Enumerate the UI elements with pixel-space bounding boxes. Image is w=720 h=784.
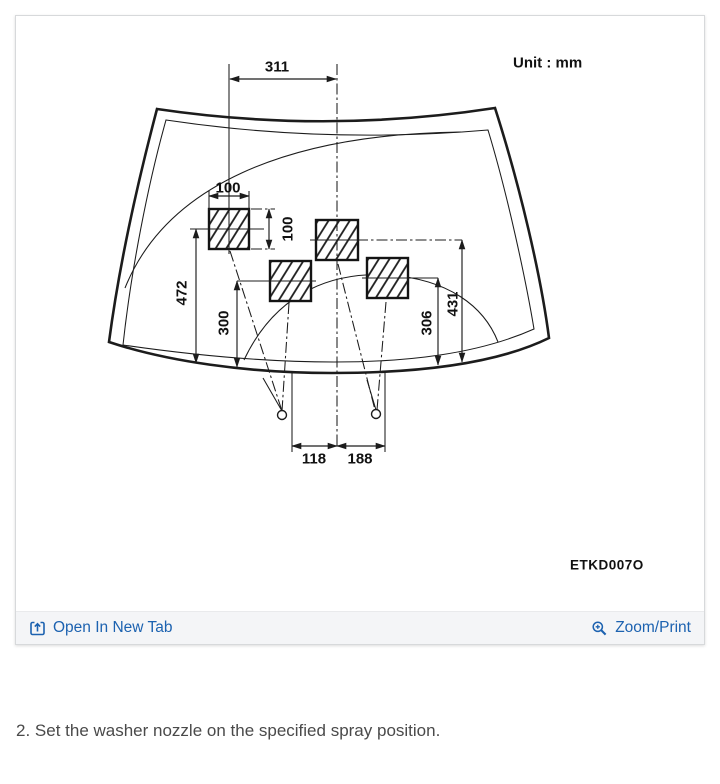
figure-code: ETKD007O — [570, 557, 644, 573]
figure-panel — [15, 15, 705, 645]
washer-nozzle-left — [278, 411, 287, 420]
dim-306-label: 306 — [418, 310, 436, 336]
unit-label: Unit : mm — [513, 54, 583, 72]
dim-100-height-label: 100 — [279, 216, 297, 242]
dim-472-label: 472 — [173, 280, 191, 306]
dim-311-label: 311 — [264, 58, 290, 76]
dim-188-label: 188 — [347, 450, 373, 468]
dim-300-label: 300 — [215, 310, 233, 336]
zoom-print-label: Zoom/Print — [615, 619, 691, 636]
open-in-new-tab-link[interactable] — [29, 619, 172, 637]
washer-nozzle-right — [372, 410, 381, 419]
zoom-print-link[interactable] — [591, 619, 691, 637]
zoom-magnifier-icon — [591, 620, 608, 637]
open-in-new-tab-label: Open In New Tab — [53, 619, 173, 636]
open-in-new-tab-icon — [29, 620, 46, 637]
dim-100-width-label: 100 — [215, 179, 241, 197]
washer-spray-diagram — [16, 16, 704, 611]
dim-431-label: 431 — [444, 291, 462, 317]
dim-118-label: 118 — [301, 450, 327, 468]
figure-toolbar — [16, 611, 704, 644]
step-caption: 2. Set the washer nozzle on the specified spray position. — [16, 721, 441, 740]
